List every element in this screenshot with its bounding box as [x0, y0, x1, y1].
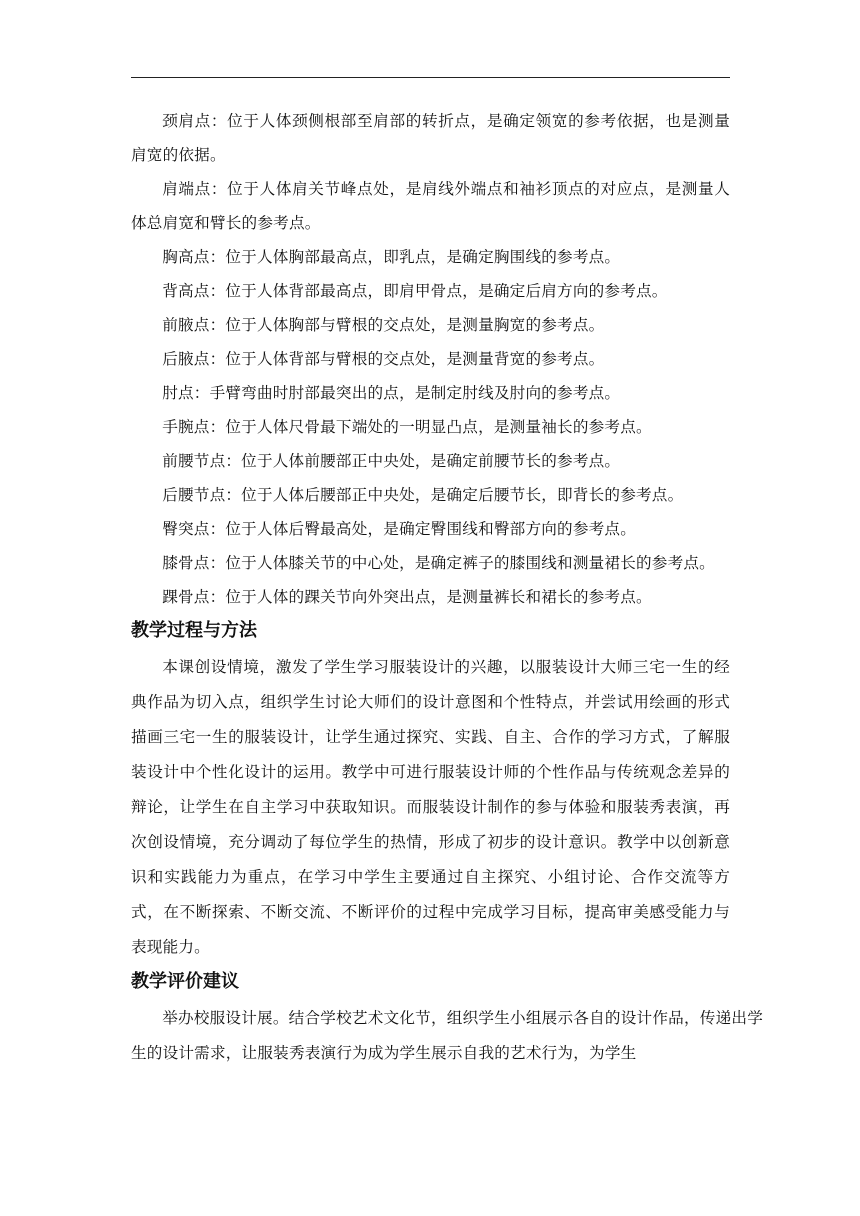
body-point-front-armpit: 前腋点：位于人体胸部与臂根的交点处，是测量胸宽的参考点。: [162, 316, 605, 334]
body-point-bust: 胸高点：位于人体胸部最高点，即乳点，是确定胸围线的参考点。: [162, 248, 621, 266]
body-point-back-waist: 后腰节点：位于人体后腰部正中央处，是确定后腰节长，即背长的参考点。: [162, 486, 684, 504]
body-point-front-waist: 前腰节点：位于人体前腰部正中央处，是确定前腰节长的参考点。: [162, 452, 621, 470]
section-heading-evaluation: 教学评价建议: [131, 971, 239, 992]
body-point-knee: 膝骨点：位于人体膝关节的中心处，是确定裤子的膝围线和测量裙长的参考点。: [162, 554, 715, 572]
body-point-back-high: 背高点：位于人体背部最高点，即肩甲骨点，是确定后肩方向的参考点。: [162, 282, 668, 300]
section-text-evaluation: 举办校服设计展。结合学校艺术文化节，组织学生小组展示各自的设计作品，传递出学生的设计需求，让服装秀表演行为成为学生展示自我的艺术行为，为学生: [131, 1009, 763, 1062]
document-body: [131, 104, 763, 1071]
section-heading-process: 教学过程与方法: [131, 620, 257, 641]
body-point-shoulder-end: 肩端点：位于人体肩关节峰点处，是肩线外端点和袖衫顶点的对应点，是测量人体总肩宽和臂长的参考点。: [131, 180, 730, 232]
body-point-neck-shoulder: 颈肩点：位于人体颈侧根部至肩部的转折点，是确定领宽的参考依据，也是测量肩宽的依据。: [131, 112, 730, 164]
body-point-wrist: 手腕点：位于人体尺骨最下端处的一明显凸点，是测量袖长的参考点。: [162, 418, 652, 436]
header-rule: [131, 77, 730, 78]
section-text-process: 本课创设情境，激发了学生学习服装设计的兴趣，以服装设计大师三宅一生的经典作品为切入点，组织学生讨论大师们的设计意图和个性特点，并尝试用绘画的形式描画三宅一生的服装设计，让学生通过探究、实践、自主、合作的学习方式，了解服装设计中个性化设计的运用。教学中可进行服装设计师的个性作品与传统观念差异的辩论，让学生在自主学习中获取知识。而服装设计制作的参与体验和服装秀表演，再次创设情境，充分调动了每位学生的热情，形成了初步的设计意识。教学中以创新意识和实践能力为重点，在学习中学生主要通过自主探究、小组讨论、合作交流等方式，在不断探索、不断交流、不断评价的过程中完成学习目标，提高审美感受能力与表现能力。: [131, 658, 730, 956]
body-point-hip: 臀突点：位于人体后臀最高处，是确定臀围线和臀部方向的参考点。: [162, 520, 637, 538]
body-point-back-armpit: 后腋点：位于人体背部与臂根的交点处，是测量背宽的参考点。: [162, 350, 605, 368]
body-point-elbow: 肘点：手臂弯曲时肘部最突出的点，是制定肘线及肘向的参考点。: [162, 384, 621, 402]
body-point-ankle: 踝骨点：位于人体的踝关节向外突出点，是测量裤长和裙长的参考点。: [162, 588, 652, 606]
